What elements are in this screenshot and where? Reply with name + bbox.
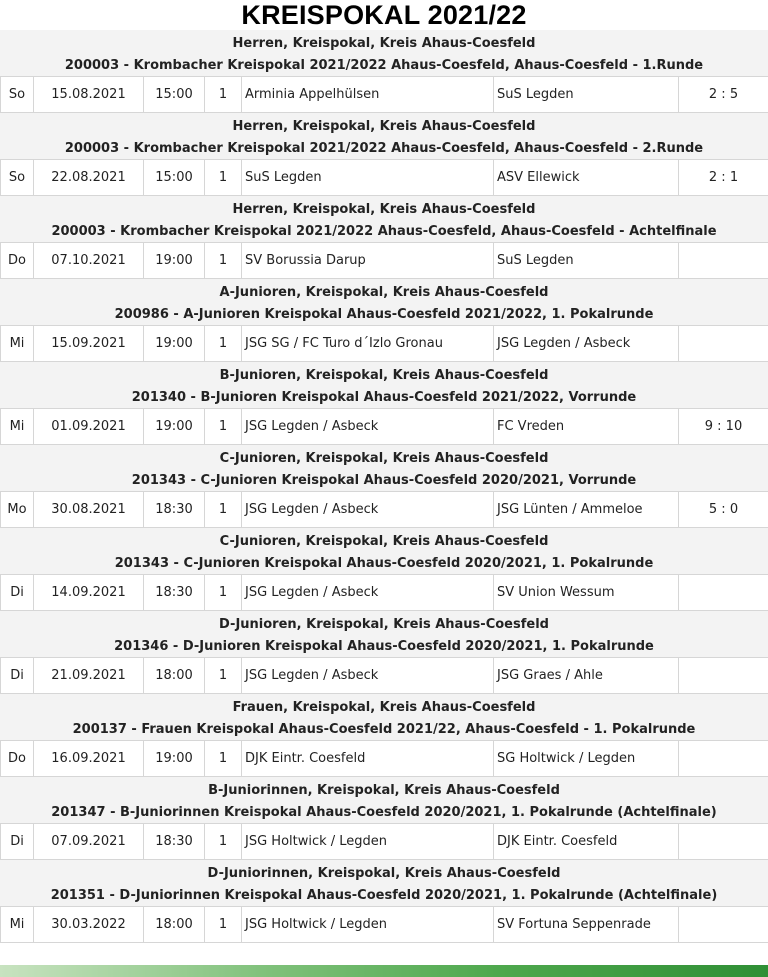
match-date: 30.03.2022 bbox=[34, 907, 144, 943]
match-table bbox=[0, 325, 768, 362]
match-date: 14.09.2021 bbox=[34, 575, 144, 611]
competition-heading bbox=[0, 196, 768, 242]
match-result bbox=[679, 575, 768, 611]
competition-name: 200986 - A-Junioren Kreispokal Ahaus-Coesfeld 2021/2022, 1. Pokalrunde bbox=[114, 307, 654, 322]
competition-category: D-Juniorinnen, Kreispokal, Kreis Ahaus-Coesfeld bbox=[207, 866, 561, 881]
home-team: JSG Legden / Asbeck bbox=[242, 658, 494, 694]
competition-section bbox=[0, 860, 768, 943]
match-number: 1 bbox=[205, 77, 242, 113]
match-number: 1 bbox=[205, 824, 242, 860]
match-time: 19:00 bbox=[144, 326, 205, 362]
away-team: JSG Lünten / Ammeloe bbox=[494, 492, 679, 528]
competition-name: 200003 - Krombacher Kreispokal 2021/2022 Ahaus-Coesfeld, Ahaus-Coesfeld - Achtelfinale bbox=[51, 224, 717, 239]
match-result: 9 : 10 bbox=[679, 409, 768, 445]
match-date: 07.10.2021 bbox=[34, 243, 144, 279]
away-team: SuS Legden bbox=[494, 243, 679, 279]
match-row bbox=[1, 326, 768, 362]
match-row bbox=[1, 492, 768, 528]
competition-category: C-Junioren, Kreispokal, Kreis Ahaus-Coesfeld bbox=[219, 451, 549, 466]
match-list bbox=[0, 30, 768, 943]
competition-category: B-Junioren, Kreispokal, Kreis Ahaus-Coesfeld bbox=[219, 368, 549, 383]
match-number: 1 bbox=[205, 658, 242, 694]
match-number: 1 bbox=[205, 160, 242, 196]
competition-name: 201343 - C-Junioren Kreispokal Ahaus-Coesfeld 2020/2021, 1. Pokalrunde bbox=[114, 556, 654, 571]
match-time: 18:00 bbox=[144, 907, 205, 943]
competition-section bbox=[0, 362, 768, 445]
competition-heading bbox=[0, 113, 768, 159]
competition-category: Herren, Kreispokal, Kreis Ahaus-Coesfeld bbox=[232, 119, 536, 134]
match-weekday: Di bbox=[1, 824, 34, 860]
away-team: JSG Graes / Ahle bbox=[494, 658, 679, 694]
away-team: SV Fortuna Seppenrade bbox=[494, 907, 679, 943]
match-row bbox=[1, 575, 768, 611]
competition-section bbox=[0, 279, 768, 362]
match-weekday: So bbox=[1, 160, 34, 196]
home-team: JSG Holtwick / Legden bbox=[242, 824, 494, 860]
match-table bbox=[0, 740, 768, 777]
match-row bbox=[1, 907, 768, 943]
competition-name: 200003 - Krombacher Kreispokal 2021/2022 Ahaus-Coesfeld, Ahaus-Coesfeld - 2.Runde bbox=[64, 141, 704, 156]
match-number: 1 bbox=[205, 326, 242, 362]
match-weekday: Do bbox=[1, 741, 34, 777]
match-number: 1 bbox=[205, 492, 242, 528]
match-weekday: Mi bbox=[1, 326, 34, 362]
competition-section bbox=[0, 528, 768, 611]
competition-name: 201343 - C-Junioren Kreispokal Ahaus-Coesfeld 2020/2021, Vorrunde bbox=[131, 473, 637, 488]
match-time: 19:00 bbox=[144, 243, 205, 279]
competition-heading bbox=[0, 30, 768, 76]
match-row bbox=[1, 824, 768, 860]
match-table bbox=[0, 159, 768, 196]
match-date: 01.09.2021 bbox=[34, 409, 144, 445]
competition-category: D-Junioren, Kreispokal, Kreis Ahaus-Coesfeld bbox=[219, 617, 549, 632]
match-time: 18:00 bbox=[144, 658, 205, 694]
match-date: 15.08.2021 bbox=[34, 77, 144, 113]
match-result bbox=[679, 658, 768, 694]
competition-name: 201347 - B-Juniorinnen Kreispokal Ahaus-Coesfeld 2020/2021, 1. Pokalrunde (Achtelfinale) bbox=[51, 805, 717, 820]
away-team: DJK Eintr. Coesfeld bbox=[494, 824, 679, 860]
match-row bbox=[1, 658, 768, 694]
match-table bbox=[0, 408, 768, 445]
match-time: 18:30 bbox=[144, 824, 205, 860]
away-team: SV Union Wessum bbox=[494, 575, 679, 611]
competition-heading bbox=[0, 279, 768, 325]
match-number: 1 bbox=[205, 907, 242, 943]
match-result bbox=[679, 243, 768, 279]
competition-name: 201351 - D-Juniorinnen Kreispokal Ahaus-Coesfeld 2020/2021, 1. Pokalrunde (Achtelfinale) bbox=[50, 888, 718, 903]
competition-name: 201346 - D-Junioren Kreispokal Ahaus-Coesfeld 2020/2021, 1. Pokalrunde bbox=[114, 639, 654, 654]
competition-section bbox=[0, 445, 768, 528]
match-weekday: Di bbox=[1, 658, 34, 694]
away-team: ASV Ellewick bbox=[494, 160, 679, 196]
footer-gradient-bar bbox=[0, 965, 768, 977]
match-date: 22.08.2021 bbox=[34, 160, 144, 196]
match-time: 18:30 bbox=[144, 492, 205, 528]
home-team: JSG Holtwick / Legden bbox=[242, 907, 494, 943]
match-time: 18:30 bbox=[144, 575, 205, 611]
match-weekday: So bbox=[1, 77, 34, 113]
match-date: 16.09.2021 bbox=[34, 741, 144, 777]
home-team: DJK Eintr. Coesfeld bbox=[242, 741, 494, 777]
competition-category: B-Juniorinnen, Kreispokal, Kreis Ahaus-Coesfeld bbox=[208, 783, 560, 798]
competition-section bbox=[0, 113, 768, 196]
match-table bbox=[0, 76, 768, 113]
match-result bbox=[679, 824, 768, 860]
home-team: Arminia Appelhülsen bbox=[242, 77, 494, 113]
match-number: 1 bbox=[205, 243, 242, 279]
competition-heading bbox=[0, 528, 768, 574]
match-date: 30.08.2021 bbox=[34, 492, 144, 528]
competition-heading bbox=[0, 362, 768, 408]
match-time: 19:00 bbox=[144, 741, 205, 777]
match-row bbox=[1, 741, 768, 777]
competition-category: C-Junioren, Kreispokal, Kreis Ahaus-Coesfeld bbox=[219, 534, 549, 549]
competition-heading bbox=[0, 777, 768, 823]
away-team: JSG Legden / Asbeck bbox=[494, 326, 679, 362]
match-result bbox=[679, 907, 768, 943]
competition-category: Frauen, Kreispokal, Kreis Ahaus-Coesfeld bbox=[232, 700, 536, 715]
match-result: 2 : 5 bbox=[679, 77, 768, 113]
home-team: JSG Legden / Asbeck bbox=[242, 492, 494, 528]
competition-heading bbox=[0, 445, 768, 491]
match-weekday: Mi bbox=[1, 907, 34, 943]
competition-section bbox=[0, 694, 768, 777]
competition-section bbox=[0, 30, 768, 113]
match-result bbox=[679, 741, 768, 777]
away-team: SG Holtwick / Legden bbox=[494, 741, 679, 777]
home-team: JSG SG / FC Turo d´Izlo Gronau bbox=[242, 326, 494, 362]
competition-name: 200137 - Frauen Kreispokal Ahaus-Coesfeld 2021/22, Ahaus-Coesfeld - 1. Pokalrunde bbox=[72, 722, 696, 737]
match-date: 21.09.2021 bbox=[34, 658, 144, 694]
home-team: SuS Legden bbox=[242, 160, 494, 196]
match-time: 15:00 bbox=[144, 77, 205, 113]
match-table bbox=[0, 657, 768, 694]
match-date: 15.09.2021 bbox=[34, 326, 144, 362]
match-row bbox=[1, 409, 768, 445]
match-row bbox=[1, 243, 768, 279]
home-team: SV Borussia Darup bbox=[242, 243, 494, 279]
match-row bbox=[1, 160, 768, 196]
match-number: 1 bbox=[205, 741, 242, 777]
away-team: SuS Legden bbox=[494, 77, 679, 113]
home-team: JSG Legden / Asbeck bbox=[242, 409, 494, 445]
competition-category: A-Junioren, Kreispokal, Kreis Ahaus-Coesfeld bbox=[219, 285, 549, 300]
match-result bbox=[679, 326, 768, 362]
page-title: KREISPOKAL 2021/22 bbox=[241, 0, 527, 30]
competition-category: Herren, Kreispokal, Kreis Ahaus-Coesfeld bbox=[232, 202, 536, 217]
competition-name: 201340 - B-Junioren Kreispokal Ahaus-Coesfeld 2021/2022, Vorrunde bbox=[131, 390, 637, 405]
competition-heading bbox=[0, 860, 768, 906]
competition-name: 200003 - Krombacher Kreispokal 2021/2022 Ahaus-Coesfeld, Ahaus-Coesfeld - 1.Runde bbox=[64, 58, 704, 73]
match-weekday: Di bbox=[1, 575, 34, 611]
competition-heading bbox=[0, 611, 768, 657]
match-time: 15:00 bbox=[144, 160, 205, 196]
match-number: 1 bbox=[205, 575, 242, 611]
match-number: 1 bbox=[205, 409, 242, 445]
competition-section bbox=[0, 611, 768, 694]
away-team: FC Vreden bbox=[494, 409, 679, 445]
match-table bbox=[0, 491, 768, 528]
match-table bbox=[0, 906, 768, 943]
match-row bbox=[1, 77, 768, 113]
match-weekday: Do bbox=[1, 243, 34, 279]
match-table bbox=[0, 823, 768, 860]
competition-section bbox=[0, 777, 768, 860]
match-table bbox=[0, 242, 768, 279]
match-result: 5 : 0 bbox=[679, 492, 768, 528]
competition-section bbox=[0, 196, 768, 279]
match-date: 07.09.2021 bbox=[34, 824, 144, 860]
match-result: 2 : 1 bbox=[679, 160, 768, 196]
match-table bbox=[0, 574, 768, 611]
home-team: JSG Legden / Asbeck bbox=[242, 575, 494, 611]
match-weekday: Mo bbox=[1, 492, 34, 528]
competition-category: Herren, Kreispokal, Kreis Ahaus-Coesfeld bbox=[232, 36, 536, 51]
match-time: 19:00 bbox=[144, 409, 205, 445]
competition-heading bbox=[0, 694, 768, 740]
match-weekday: Mi bbox=[1, 409, 34, 445]
